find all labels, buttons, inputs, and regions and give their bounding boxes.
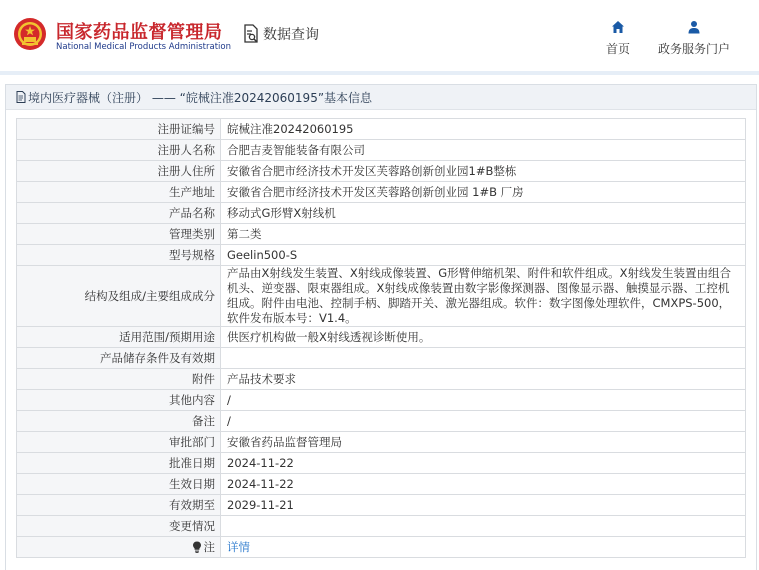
header-divider xyxy=(0,71,759,75)
row-value: 安徽省合肥市经济技术开发区芙蓉路创新创业园 1#B 厂房 xyxy=(221,182,746,203)
details-link[interactable]: 详情 xyxy=(227,539,250,554)
row-label: 生产地址 xyxy=(17,182,221,203)
row-value: 2029-11-21 xyxy=(221,495,746,516)
table-row xyxy=(17,516,746,537)
row-value: 产品由X射线发生装置、X射线成像装置、G形臂伸缩机架、附件和软件组成。X射线发生装置由组合机头、逆变器、限束器组成。X射线成像装置由数字影像探测器、图像显示器、触摸显示器、工控机组成。附件由电池、控制手柄、脚踏开关、激光器组成。软件：数字图像处理软件，CMXPS-500，软件发布版本号：V1.4。 xyxy=(221,266,746,327)
row-value: Geelin500-S xyxy=(221,245,746,266)
table-row xyxy=(17,119,746,140)
row-label: 变更情况 xyxy=(17,516,221,537)
document-icon xyxy=(16,91,26,103)
row-value xyxy=(221,348,746,369)
row-label: 注册证编号 xyxy=(17,119,221,140)
row-value: 第二类 xyxy=(221,224,746,245)
note-value-cell xyxy=(221,537,746,558)
table-row xyxy=(17,432,746,453)
table-row xyxy=(17,161,746,182)
row-label: 批准日期 xyxy=(17,453,221,474)
user-icon xyxy=(687,20,701,34)
row-label: 备注 xyxy=(17,411,221,432)
row-value xyxy=(221,516,746,537)
data-query-link[interactable] xyxy=(243,24,319,44)
row-label: 附件 xyxy=(17,369,221,390)
brand-title-en[interactable]: National Medical Products Administration xyxy=(56,42,231,52)
nav-gov-service-portal[interactable] xyxy=(658,20,730,57)
row-value: / xyxy=(221,411,746,432)
table-row xyxy=(17,474,746,495)
nav-gov-label: 政务服务门户 xyxy=(658,42,731,56)
brand-title-cn[interactable]: 国家药品监督管理局 xyxy=(56,22,223,43)
row-label: 审批部门 xyxy=(17,432,221,453)
table-row xyxy=(17,369,746,390)
note-label: 注 xyxy=(203,539,215,554)
table-row xyxy=(17,411,746,432)
row-label: 型号规格 xyxy=(17,245,221,266)
table-row xyxy=(17,266,746,327)
document-search-icon xyxy=(243,24,259,44)
row-label: 适用范围/预期用途 xyxy=(17,327,221,348)
nav-home[interactable] xyxy=(606,20,630,57)
row-label: 其他内容 xyxy=(17,390,221,411)
row-value: 2024-11-22 xyxy=(221,474,746,495)
table-row xyxy=(17,182,746,203)
row-label: 结构及组成/主要组成成分 xyxy=(17,266,221,327)
panel-header xyxy=(6,85,756,110)
row-label: 产品名称 xyxy=(17,203,221,224)
table-row xyxy=(17,495,746,516)
row-value: 移动式G形臂X射线机 xyxy=(221,203,746,224)
site-header xyxy=(0,0,759,68)
row-label: 生效日期 xyxy=(17,474,221,495)
table-row xyxy=(17,348,746,369)
row-label: 有效期至 xyxy=(17,495,221,516)
table-row xyxy=(17,453,746,474)
row-value: / xyxy=(221,390,746,411)
panel-title: 境内医疗器械（注册） —— “皖械注准20242060195”基本信息 xyxy=(28,90,373,105)
data-query-label: 数据查询 xyxy=(263,27,319,43)
home-icon xyxy=(611,20,625,34)
row-value: 2024-11-22 xyxy=(221,453,746,474)
row-value: 安徽省合肥市经济技术开发区芙蓉路创新创业园1#B整栋 xyxy=(221,161,746,182)
national-emblem-icon xyxy=(13,17,47,51)
row-value: 供医疗机构做一般X射线透视诊断使用。 xyxy=(221,327,746,348)
row-label: 注册人住所 xyxy=(17,161,221,182)
registration-info-table xyxy=(16,118,746,558)
row-label: 产品储存条件及有效期 xyxy=(17,348,221,369)
note-label-cell xyxy=(17,537,221,558)
row-value: 安徽省药品监督管理局 xyxy=(221,432,746,453)
table-row xyxy=(17,390,746,411)
table-row xyxy=(17,224,746,245)
note-row xyxy=(17,537,746,558)
row-value: 产品技术要求 xyxy=(221,369,746,390)
lightbulb-icon xyxy=(192,541,202,553)
row-value: 皖械注准20242060195 xyxy=(221,119,746,140)
nav-home-label: 首页 xyxy=(606,42,631,56)
row-value: 合肥吉麦智能装备有限公司 xyxy=(221,140,746,161)
table-row xyxy=(17,327,746,348)
row-label: 管理类别 xyxy=(17,224,221,245)
row-label: 注册人名称 xyxy=(17,140,221,161)
table-row xyxy=(17,140,746,161)
table-row xyxy=(17,203,746,224)
table-row xyxy=(17,245,746,266)
